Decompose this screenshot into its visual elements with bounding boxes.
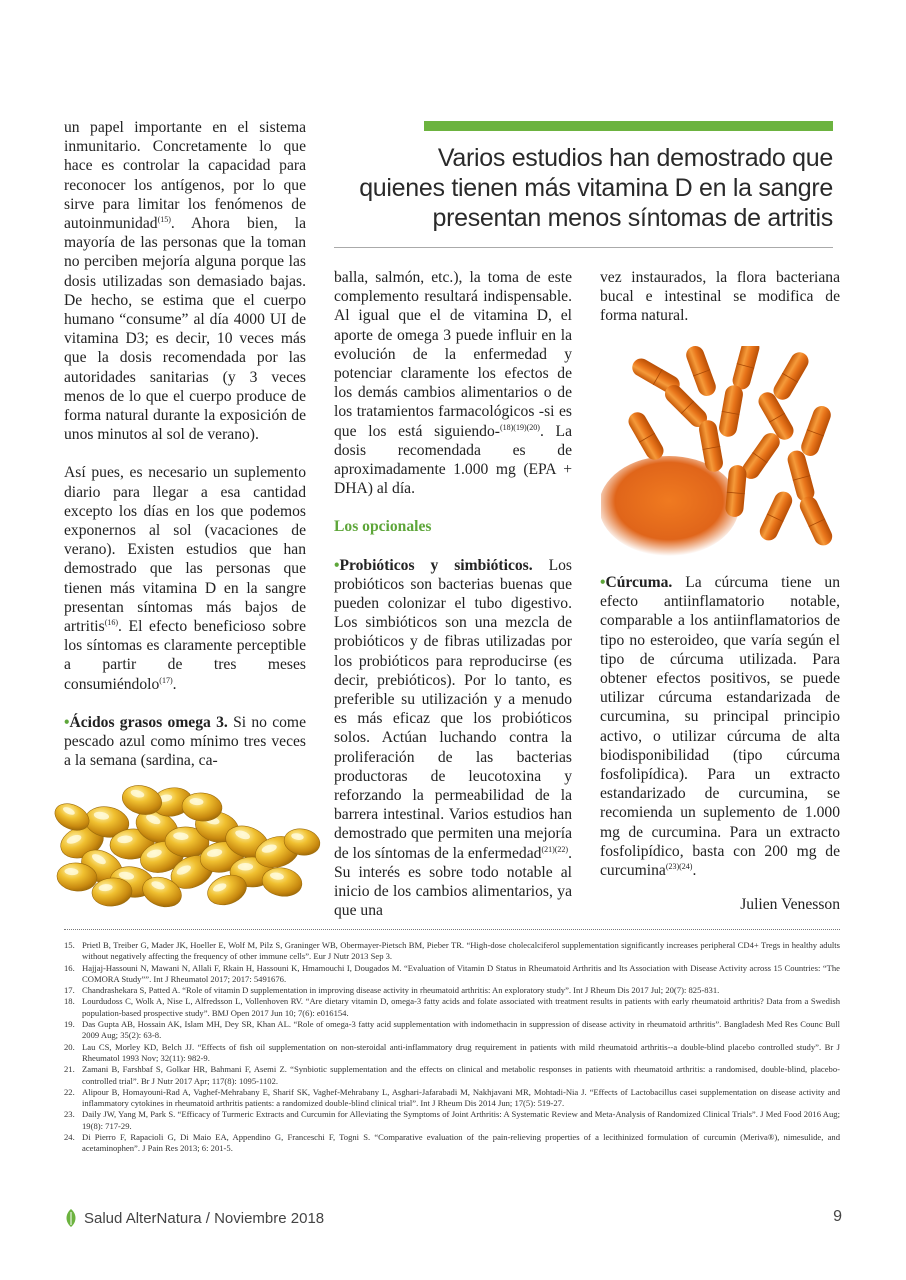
turmeric-capsule xyxy=(797,494,835,549)
pullquote-accent-bar xyxy=(424,121,833,131)
turmeric-capsule xyxy=(799,403,834,458)
probiotics-paragraph: •Probióticos y simbióticos. Los probióticos son bacterias buenas que pueden colonizar el tubo digestivo. Los simbióticos son una mezcla de probióticos y de fibras utilizadas por los probióticos para reproducirse (es decir, prebióticos). Por lo tanto, es preferible su utilización y a menudo es más eficaz que los probióticos solos. Actúan luchando contra la proliferación de las bacterias productoras de leucotoxina y reforzando la permeabilidad de la barrera intestinal. Varios estudios han demostrado que permiten una mejoría de los síntomas de la enfermedad$^{(21)(22)}$. Su interés es sobre todo notable al inicio de los cambios alimentarios, ya que una xyxy=(334,556,572,920)
column-2 xyxy=(334,268,572,921)
turmeric-capsule xyxy=(731,346,762,391)
curcuma-title: Cúrcuma. xyxy=(605,574,673,591)
reference-text: Lourdudoss C, Wolk A, Nise L, Alfredsson L, Vollenhoven RV. “Are dietary vitamin D, omega-3 fatty acids and folate associated with treatment results in patients with early rheumatoid arthritis? Data from a Swedish population-based prospective study”. BMJ Open 2017 Jun 10; 7(6): e016154. xyxy=(82,996,840,1018)
author-name: Julien Venesson xyxy=(740,896,840,913)
reference-text: Das Gupta AB, Hossain AK, Islam MH, Dey SR, Khan AL. “Role of omega-3 fatty acid supplementation with indomethacin in suppression of disease activity in rheumatoid arthritis”. Bangladesh Med Res Counc Bull 2009 Aug; 35(2): 63-8. xyxy=(82,1019,840,1041)
pullquote-line: quienes tienen más vitamina D en la sangre xyxy=(359,174,833,202)
turmeric-capsules-image xyxy=(601,346,841,560)
reference-text: Daily JW, Yang M, Park S. “Efficacy of Turmeric Extracts and Curcumin for Alleviating the Symptoms of Joint Arthritis: A Systematic Review and Meta-Analysis of Randomized Clinical Trials”. J Med Food 2016 Aug; 19(8): 717-29. xyxy=(82,1109,840,1131)
reference-text: Di Pierro F, Rapacioli G, Di Maio EA, Appendino G, Franceschi F, Togni S. “Comparative evaluation of the pain-relieving properties of a lecithinized formulation of curcumin (Meriva®), nimesulide, and acetaminophen”. J Pain Res 2013; 6: 201-5. xyxy=(82,1132,840,1154)
omega-paragraph: •Ácidos grasos omega 3. Si no come pescado azul como mínimo tres veces a la semana (sardina, ca- xyxy=(64,713,306,770)
reference-item xyxy=(64,1042,840,1065)
probiotics-title: Probióticos y simbióticos. xyxy=(339,556,533,574)
curcuma-paragraph: •Cúrcuma. La cúrcuma tiene un efecto antiinflamatorio notable, comparable a los antiinflamatorios de tipo no esteroideo, que varía según el tipo de cúrcuma utilizada. Para obtener efectos positivos, se puede utilizar cúrcuma estandarizada de curcumina, su principal principio activo, o utilizar cúrcuma de alta biodisponibilidad (tipo cúrcuma fosfolipídica). Para un extracto estandarizado de curcumina, se recomienda un suplemento de 1.000 mg de curcumina. Para un extracto fosfolipídico, basta con 200 mg de curcumina$^{(23)(24)}$. xyxy=(600,574,840,880)
references-list xyxy=(64,940,840,1155)
reference-item xyxy=(64,1087,840,1110)
reference-item xyxy=(64,963,840,986)
pullquote xyxy=(330,143,833,233)
pullquote-line: presentan menos síntomas de artritis xyxy=(432,204,833,232)
turmeric-capsule xyxy=(725,464,747,517)
turmeric-capsule xyxy=(684,346,719,399)
page-number: 9 xyxy=(833,1208,842,1225)
footer xyxy=(64,1208,324,1228)
reference-number: 19. xyxy=(64,1019,75,1030)
pullquote-line: Varios estudios han demostrado que xyxy=(437,144,833,172)
reference-text: Chandrashekara S, Patted A. “Role of vitamin D supplementation in improving disease activity in rheumatoid arthritis: An exploratory study”. Int J Rheum Dis 2017 Jul; 20(7): 825-831. xyxy=(82,985,720,996)
reference-item xyxy=(64,1132,840,1155)
reference-number: 15. xyxy=(64,940,75,950)
reference-text: Alipour B, Homayouni-Rad A, Vaghef-Mehrabany E, Sharif SK, Vaghef-Mehrabany L, Asghari-Jafarabadi M, Nakhjavani MR, Mohtadi-Nia J. “Effects of Lactobacillus casei supplementation on disease activity and inflammatory cytokines in rheumatoid arthritis patients: a randomized double-blind clinical trial”. Int J Rheum Dis 2014 Jun; 17(5): 519-27. xyxy=(82,1086,840,1109)
paragraph: Así pues, es necesario un suplemento diario para llegar a esa cantidad excepto los días en los que podemos exponernos al sol (vacaciones de verano). Existen estudios que han demostrado que las personas que tienen más vitamina D en la sangre presentan síntomas más bajos de artritis$^{(16)}$. El efecto beneficioso sobre los síntomas es claramente perceptible a partir de tres meses consumiéndolo$^{(17)}$. xyxy=(64,464,306,693)
turmeric-capsule xyxy=(625,409,667,463)
reference-number: 20. xyxy=(64,1041,75,1052)
reference-item xyxy=(64,985,840,996)
column-1 xyxy=(64,118,306,771)
pullquote-divider xyxy=(334,247,833,248)
leaf-logo-icon xyxy=(64,1208,78,1228)
magazine-issue: Salud AlterNatura / Noviembre 2018 xyxy=(84,1209,325,1227)
reference-item xyxy=(64,1109,840,1132)
reference-text: Prietl B, Treiber G, Mader JK, Hoeller E, Wolf M, Pilz S, Graninger WB, Obermayer-Pietsch BM, Pieber TR. “High-dose cholecalciferol supplementation significantly increases peripheral CD4+ Tregs in healthy adults without negatively affecting the frequency of other immune cells”. Eur J Nutr 2013 Sep 3. xyxy=(82,940,840,962)
paragraph: un papel importante en el sistema inmunitario. Concretamente lo que hace es controlar la capacidad para reconocer los antígenos, por lo que sirve para limitar los fenómenos de autoinmunidad$^{(15)}$. Ahora bien, la mayoría de las personas que la toman no perciben mejoría alguna porque las dosis utilizadas son demasiado bajas. De hecho, se estima que el cuerpo humano “consume” al día 4000 UI de vitamina D3; es decir, 10 veces más que la dosis recomendada por las autoridades sanitarias (y 3 veces menos de lo que el cuerpo produce de forma natural durante la exposición de unos minutos al sol de verano). xyxy=(64,119,306,444)
turmeric-capsule xyxy=(757,489,795,544)
paragraph: vez instaurados, la flora bacteriana bucal e intestinal se modifica de forma natural. xyxy=(600,269,840,325)
reference-item xyxy=(64,1019,840,1042)
reference-text: Zamani B, Farshbaf S, Golkar HR, Bahmani F, Asemi Z. “Synbiotic supplementation and the effects on clinical and metabolic responses in patients with rheumatoid arthritis: a randomised, double-blind, placebo-controlled trial”. Br J Nutr 2017 Apr; 117(8): 1095-1102. xyxy=(82,1064,840,1086)
turmeric-capsule xyxy=(718,384,745,438)
paragraph: balla, salmón, etc.), la toma de este complemento resultará indispensable. Al igual que el de vitamina D, el aporte de omega 3 puede influir en la evolución de la enfermedad y potenciar claramente los efectos de los demás cambios alimentarios o de los tratamientos farmacológicos -si es que los está siguiendo-$^{(18)(19)(20)}$. La dosis recomendada es de aproximadamente 1.000 mg (EPA + DHA) al día. xyxy=(334,269,573,498)
omega3-capsules-image xyxy=(52,772,322,910)
turmeric-capsule xyxy=(770,349,812,403)
reference-number: 23. xyxy=(64,1109,75,1120)
reference-text: Hajjaj-Hassouni N, Mawani N, Allali F, Rkain H, Hassouni K, Hmamouchi I, Dougados M. “Evaluation of Vitamin D Status in Rheumatoid Arthritis and Its Association with Disease Activity across 15 Countries: “The COMORA Study””. Int J Rheumatol 2017; 2017: 5491676. xyxy=(82,962,840,984)
reference-number: 16. xyxy=(64,962,75,973)
reference-number: 24. xyxy=(64,1132,75,1143)
omega-title: Ácidos grasos omega 3. xyxy=(69,713,228,731)
reference-number: 17. xyxy=(64,985,75,996)
column-3 xyxy=(600,268,840,326)
section-heading: Los opcionales xyxy=(334,518,432,536)
reference-number: 22. xyxy=(64,1086,75,1097)
references-divider xyxy=(64,929,840,930)
reference-number: 18. xyxy=(64,996,75,1007)
reference-item xyxy=(64,940,840,963)
reference-text: Lau CS, Morley KD, Belch JJ. “Effects of fish oil supplementation on non-steroidal anti-inflammatory drug requirement in patients with mild rheumatoid arthritis--a double-blind placebo controlled study”. Br J Rheumatol 1993 Nov; 32(11): 982-9. xyxy=(82,1041,840,1063)
reference-item xyxy=(64,1064,840,1087)
curcuma-block xyxy=(600,573,840,880)
reference-number: 21. xyxy=(64,1064,75,1075)
reference-item xyxy=(64,996,840,1019)
